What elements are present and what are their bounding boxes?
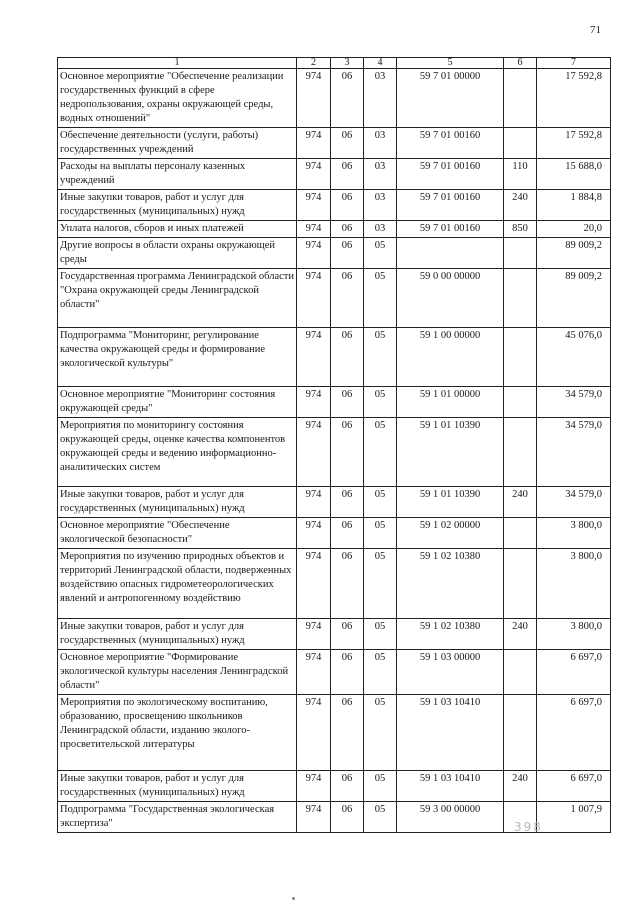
table-row bbox=[58, 128, 611, 159]
row-expense-type bbox=[504, 128, 537, 159]
row-target-article: 59 7 01 00160 bbox=[397, 190, 504, 221]
row-subsection: 05 bbox=[364, 487, 397, 518]
row-amount: 45 076,0 bbox=[537, 328, 611, 387]
row-section: 06 bbox=[331, 518, 364, 549]
row-description: Мероприятия по мониторингу состояния окружающей среды, оценке качества компонентов окружающей среды и ведению информационно-аналитических систем bbox=[58, 418, 297, 487]
table-row bbox=[58, 695, 611, 771]
row-admin-code: 974 bbox=[297, 771, 331, 802]
row-section: 06 bbox=[331, 190, 364, 221]
row-section: 06 bbox=[331, 802, 364, 833]
row-admin-code: 974 bbox=[297, 238, 331, 269]
row-target-article: 59 1 01 10390 bbox=[397, 418, 504, 487]
table-row bbox=[58, 328, 611, 387]
row-expense-type bbox=[504, 549, 537, 619]
row-amount: 3 800,0 bbox=[537, 518, 611, 549]
row-subsection: 03 bbox=[364, 128, 397, 159]
table-row bbox=[58, 387, 611, 418]
row-section: 06 bbox=[331, 159, 364, 190]
table-row bbox=[58, 159, 611, 190]
row-expense-type: 240 bbox=[504, 619, 537, 650]
table-row bbox=[58, 69, 611, 128]
row-target-article: 59 3 00 00000 bbox=[397, 802, 504, 833]
row-subsection: 05 bbox=[364, 269, 397, 328]
row-target-article: 59 1 01 10390 bbox=[397, 487, 504, 518]
table-row bbox=[58, 518, 611, 549]
row-target-article: 59 7 01 00000 bbox=[397, 69, 504, 128]
row-description: Подпрограмма "Мониторинг, регулирование качества окружающей среды и формирование экологической культуры" bbox=[58, 328, 297, 387]
row-target-article bbox=[397, 238, 504, 269]
budget-table bbox=[57, 57, 611, 833]
row-expense-type: 240 bbox=[504, 487, 537, 518]
row-amount: 6 697,0 bbox=[537, 650, 611, 695]
row-amount: 34 579,0 bbox=[537, 387, 611, 418]
row-section: 06 bbox=[331, 650, 364, 695]
row-admin-code: 974 bbox=[297, 695, 331, 771]
row-section: 06 bbox=[331, 549, 364, 619]
row-description: Другие вопросы в области охраны окружающей среды bbox=[58, 238, 297, 269]
row-amount: 34 579,0 bbox=[537, 418, 611, 487]
row-admin-code: 974 bbox=[297, 190, 331, 221]
row-target-article: 59 1 00 00000 bbox=[397, 328, 504, 387]
row-section: 06 bbox=[331, 328, 364, 387]
row-admin-code: 974 bbox=[297, 802, 331, 833]
table-row bbox=[58, 549, 611, 619]
table-row bbox=[58, 650, 611, 695]
row-section: 06 bbox=[331, 418, 364, 487]
row-subsection: 05 bbox=[364, 802, 397, 833]
row-expense-type: 110 bbox=[504, 159, 537, 190]
row-description: Мероприятия по экологическому воспитанию, образованию, просвещению школьников Ленинградской области, изданию эколого-просветительской литературы bbox=[58, 695, 297, 771]
row-section: 06 bbox=[331, 69, 364, 128]
row-expense-type: 240 bbox=[504, 190, 537, 221]
row-subsection: 05 bbox=[364, 650, 397, 695]
row-amount: 6 697,0 bbox=[537, 695, 611, 771]
row-expense-type bbox=[504, 418, 537, 487]
row-amount: 1 884,8 bbox=[537, 190, 611, 221]
row-section: 06 bbox=[331, 771, 364, 802]
table-row bbox=[58, 619, 611, 650]
row-expense-type bbox=[504, 269, 537, 328]
row-expense-type: 240 bbox=[504, 771, 537, 802]
row-target-article: 59 7 01 00160 bbox=[397, 128, 504, 159]
row-target-article: 59 1 02 00000 bbox=[397, 518, 504, 549]
page-number: 71 bbox=[590, 24, 601, 36]
column-header: 7 bbox=[537, 58, 611, 69]
row-amount: 3 800,0 bbox=[537, 549, 611, 619]
row-expense-type bbox=[504, 69, 537, 128]
row-subsection: 03 bbox=[364, 159, 397, 190]
row-amount: 17 592,8 bbox=[537, 128, 611, 159]
row-expense-type bbox=[504, 328, 537, 387]
row-admin-code: 974 bbox=[297, 128, 331, 159]
row-section: 06 bbox=[331, 128, 364, 159]
row-subsection: 05 bbox=[364, 771, 397, 802]
row-admin-code: 974 bbox=[297, 619, 331, 650]
table-row bbox=[58, 487, 611, 518]
row-expense-type bbox=[504, 650, 537, 695]
row-amount: 1 007,9 bbox=[537, 802, 611, 833]
row-expense-type bbox=[504, 695, 537, 771]
column-header: 3 bbox=[331, 58, 364, 69]
row-description: Основное мероприятие "Мониторинг состояния окружающей среды" bbox=[58, 387, 297, 418]
row-admin-code: 974 bbox=[297, 650, 331, 695]
table-header-row bbox=[58, 58, 611, 69]
column-header: 1 bbox=[58, 58, 297, 69]
row-section: 06 bbox=[331, 238, 364, 269]
row-description: Подпрограмма "Государственная экологическая экспертиза" bbox=[58, 802, 297, 833]
row-amount: 3 800,0 bbox=[537, 619, 611, 650]
table-row bbox=[58, 771, 611, 802]
faded-stamp-number: 398 bbox=[514, 820, 543, 834]
table-row bbox=[58, 221, 611, 238]
row-section: 06 bbox=[331, 387, 364, 418]
row-admin-code: 974 bbox=[297, 418, 331, 487]
row-description: Государственная программа Ленинградской области "Охрана окружающей среды Ленинградской области" bbox=[58, 269, 297, 328]
row-section: 06 bbox=[331, 269, 364, 328]
row-section: 06 bbox=[331, 695, 364, 771]
row-description: Расходы на выплаты персоналу казенных учреждений bbox=[58, 159, 297, 190]
row-expense-type: 850 bbox=[504, 221, 537, 238]
row-description: Обеспечение деятельности (услуги, работы) государственных учреждений bbox=[58, 128, 297, 159]
table-row bbox=[58, 238, 611, 269]
row-target-article: 59 1 03 00000 bbox=[397, 650, 504, 695]
row-subsection: 05 bbox=[364, 518, 397, 549]
column-header: 4 bbox=[364, 58, 397, 69]
row-description: Иные закупки товаров, работ и услуг для государственных (муниципальных) нужд bbox=[58, 487, 297, 518]
row-description: Основное мероприятие "Формирование экологической культуры населения Ленинградской области" bbox=[58, 650, 297, 695]
row-amount: 17 592,8 bbox=[537, 69, 611, 128]
row-section: 06 bbox=[331, 221, 364, 238]
row-target-article: 59 1 02 10380 bbox=[397, 619, 504, 650]
row-admin-code: 974 bbox=[297, 549, 331, 619]
row-admin-code: 974 bbox=[297, 269, 331, 328]
row-target-article: 59 7 01 00160 bbox=[397, 159, 504, 190]
row-admin-code: 974 bbox=[297, 328, 331, 387]
column-header: 5 bbox=[397, 58, 504, 69]
row-subsection: 05 bbox=[364, 328, 397, 387]
row-amount: 89 009,2 bbox=[537, 269, 611, 328]
row-amount: 15 688,0 bbox=[537, 159, 611, 190]
row-description: Иные закупки товаров, работ и услуг для государственных (муниципальных) нужд bbox=[58, 190, 297, 221]
row-subsection: 03 bbox=[364, 190, 397, 221]
row-admin-code: 974 bbox=[297, 69, 331, 128]
row-target-article: 59 0 00 00000 bbox=[397, 269, 504, 328]
row-description: Основное мероприятие "Обеспечение реализации государственных функций в сфере недропользования, охраны окружающей среды, водных отношений" bbox=[58, 69, 297, 128]
row-admin-code: 974 bbox=[297, 518, 331, 549]
column-header: 6 bbox=[504, 58, 537, 69]
row-amount: 89 009,2 bbox=[537, 238, 611, 269]
column-header: 2 bbox=[297, 58, 331, 69]
row-subsection: 05 bbox=[364, 549, 397, 619]
row-subsection: 05 bbox=[364, 387, 397, 418]
row-subsection: 05 bbox=[364, 238, 397, 269]
row-section: 06 bbox=[331, 487, 364, 518]
row-target-article: 59 7 01 00160 bbox=[397, 221, 504, 238]
row-amount: 34 579,0 bbox=[537, 487, 611, 518]
row-amount: 6 697,0 bbox=[537, 771, 611, 802]
row-target-article: 59 1 03 10410 bbox=[397, 695, 504, 771]
row-expense-type bbox=[504, 238, 537, 269]
row-description: Основное мероприятие "Обеспечение экологической безопасности" bbox=[58, 518, 297, 549]
row-description: Иные закупки товаров, работ и услуг для государственных (муниципальных) нужд bbox=[58, 771, 297, 802]
table-row bbox=[58, 418, 611, 487]
row-description: Иные закупки товаров, работ и услуг для государственных (муниципальных) нужд bbox=[58, 619, 297, 650]
row-target-article: 59 1 03 10410 bbox=[397, 771, 504, 802]
row-expense-type bbox=[504, 387, 537, 418]
row-subsection: 05 bbox=[364, 418, 397, 487]
row-target-article: 59 1 01 00000 bbox=[397, 387, 504, 418]
row-admin-code: 974 bbox=[297, 487, 331, 518]
scan-speck bbox=[292, 897, 295, 900]
row-subsection: 05 bbox=[364, 619, 397, 650]
row-admin-code: 974 bbox=[297, 387, 331, 418]
table-row bbox=[58, 190, 611, 221]
row-subsection: 05 bbox=[364, 695, 397, 771]
row-target-article: 59 1 02 10380 bbox=[397, 549, 504, 619]
row-description: Уплата налогов, сборов и иных платежей bbox=[58, 221, 297, 238]
row-amount: 20,0 bbox=[537, 221, 611, 238]
table-row bbox=[58, 269, 611, 328]
row-admin-code: 974 bbox=[297, 221, 331, 238]
row-subsection: 03 bbox=[364, 69, 397, 128]
row-subsection: 03 bbox=[364, 221, 397, 238]
row-description: Мероприятия по изучению природных объектов и территорий Ленинградской области, подверженных воздействию опасных гидрометеорологических явлений и антропогенному воздействию bbox=[58, 549, 297, 619]
row-expense-type bbox=[504, 518, 537, 549]
row-section: 06 bbox=[331, 619, 364, 650]
row-admin-code: 974 bbox=[297, 159, 331, 190]
